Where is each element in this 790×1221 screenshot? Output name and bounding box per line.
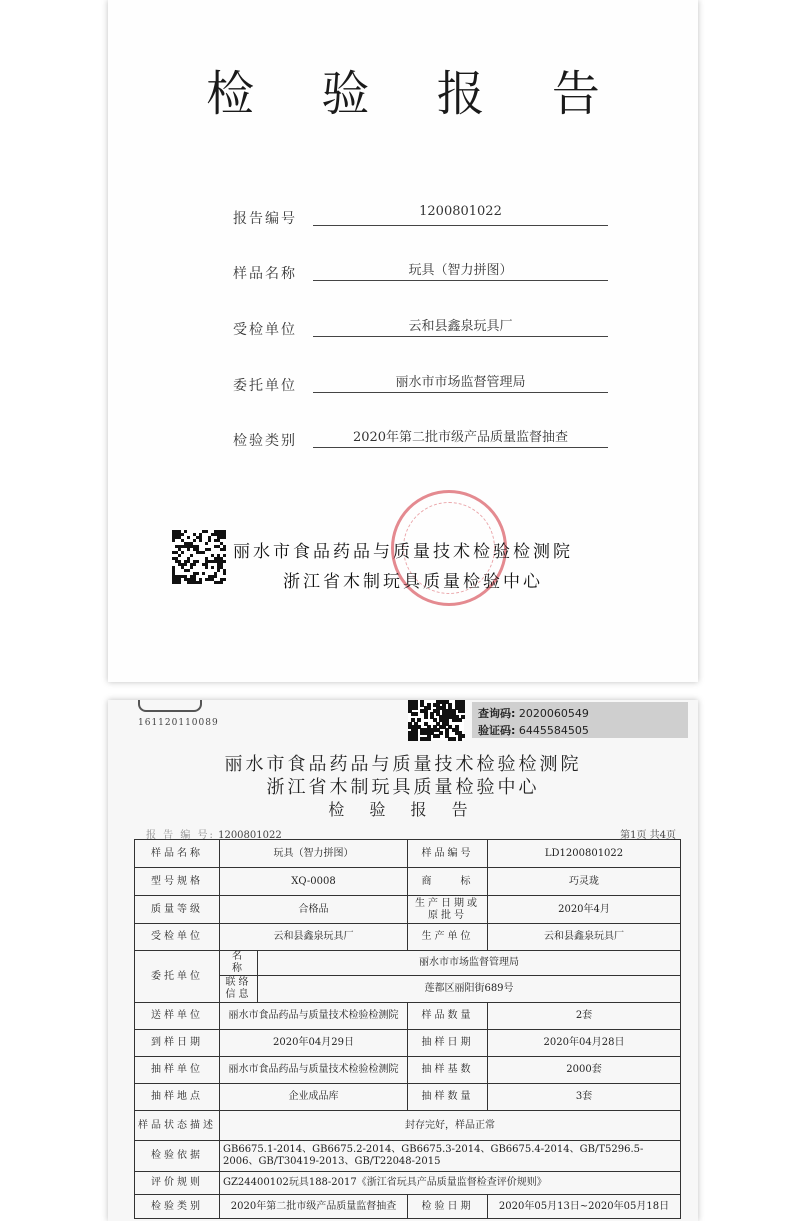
table-cell-label: 样品编号: [408, 840, 488, 868]
table-cell-value: 2020年04月29日: [220, 1030, 408, 1057]
table-cell-value: GZ24400102玩具188-2017《浙江省玩具产品质量监督检查评价规则》: [220, 1172, 681, 1195]
table-cell-value: 2020年05月13日~2020年05月18日: [488, 1195, 681, 1219]
table-cell-label: 检验依据: [135, 1141, 220, 1172]
qr-module: [205, 530, 208, 533]
table-cell-value: 2000套: [488, 1057, 681, 1084]
qr-module: [178, 581, 181, 584]
table-cell-label: 质量等级: [135, 896, 220, 924]
qr-module: [184, 563, 187, 566]
qr-module: [187, 569, 190, 572]
table-cell-value: 丽水市市场监督管理局: [258, 951, 681, 976]
table-cell-label: 抽样日期: [408, 1030, 488, 1057]
qr-module: [458, 737, 462, 741]
table-row: [135, 1195, 681, 1219]
table-cell-value: 3套: [488, 1084, 681, 1111]
report-form-page: [108, 700, 698, 1221]
qr-module: [196, 560, 199, 563]
table-cell-label: 到样日期: [135, 1030, 220, 1057]
qr-module: [205, 542, 208, 545]
table-row: [135, 924, 681, 951]
qr-code-icon: [408, 700, 464, 740]
qr-module: [181, 533, 184, 536]
verify-code-label: 验证码:: [478, 724, 516, 737]
table-cell-label: 型号规格: [135, 868, 220, 896]
report-cover-page: [108, 0, 698, 682]
qr-module: [187, 548, 190, 551]
cma-logo: [138, 700, 202, 712]
table-cell-label: 抽样基数: [408, 1057, 488, 1084]
query-code-label: 查询码:: [478, 707, 516, 720]
table-cell-label: 送样单位: [135, 1003, 220, 1030]
qr-module: [424, 715, 428, 719]
cover-field-report-no: [233, 204, 608, 238]
qr-module: [193, 563, 196, 566]
qr-module: [458, 718, 462, 722]
qr-module: [217, 569, 220, 572]
table-cell-label: 生产日期或原批号: [408, 896, 488, 924]
qr-module: [452, 737, 456, 741]
table-cell-label: 抽样地点: [135, 1084, 220, 1111]
cover-field-category: [233, 430, 608, 460]
cover-field-label: 受检单位: [233, 322, 297, 338]
qr-module: [178, 554, 181, 557]
cover-field-value: 云和县鑫泉玩具厂: [313, 315, 608, 337]
page-indicator: 第1页 共4页: [620, 830, 676, 841]
table-row: [135, 1141, 681, 1172]
qr-module: [427, 737, 431, 741]
report-info-table: [134, 839, 681, 1219]
table-cell-value: 莲都区丽阳街689号: [258, 976, 681, 1003]
qr-module: [220, 581, 223, 584]
table-row: [135, 1172, 681, 1195]
cover-field-value: 玩具（智力拼图）: [313, 259, 608, 281]
cover-organization-name: 丽水市食品药品与质量技术检验检测院: [233, 542, 573, 562]
qr-module: [414, 712, 418, 716]
report-number-value: 1200801022: [218, 830, 282, 841]
qr-module: [202, 551, 205, 554]
table-cell-value: 丽水市食品药品与质量技术检验检测院: [220, 1003, 408, 1030]
qr-module: [172, 539, 175, 542]
table-cell-value: 玩具（智力拼图）: [220, 840, 408, 868]
table-cell-label: 商 标: [408, 868, 488, 896]
table-cell-label: 名 称: [220, 951, 258, 976]
table-cell-value: 云和县鑫泉玩具厂: [488, 924, 681, 951]
table-row: [135, 1030, 681, 1057]
qr-module: [223, 536, 226, 539]
qr-module: [223, 554, 226, 557]
table-cell-label: 生产单位: [408, 924, 488, 951]
qr-module: [223, 572, 226, 575]
table-cell-value: XQ-0008: [220, 868, 408, 896]
table-cell-value: 企业成品库: [220, 1084, 408, 1111]
cover-field-sample-name: [233, 263, 608, 293]
table-cell-label: 样品状态描述: [135, 1111, 220, 1141]
table-cell-value: 云和县鑫泉玩具厂: [220, 924, 408, 951]
qr-code-icon: [172, 530, 226, 584]
table-cell-value: 封存完好，样品正常: [220, 1111, 681, 1141]
table-cell-value: 巧灵珑: [488, 868, 681, 896]
query-code-line: [478, 705, 589, 721]
table-cell-label: 抽样数量: [408, 1084, 488, 1111]
cover-field-value: 1200801022: [313, 204, 608, 226]
table-cell-value: 2套: [488, 1003, 681, 1030]
qr-module: [181, 551, 184, 554]
qr-module: [190, 554, 193, 557]
qr-module: [190, 566, 193, 569]
qr-module: [205, 566, 208, 569]
qr-module: [196, 572, 199, 575]
qr-module: [208, 539, 211, 542]
table-cell-value: 2020年04月28日: [488, 1030, 681, 1057]
table-row: [135, 951, 681, 976]
table-row: [135, 896, 681, 924]
table-cell-label: 检验类别: [135, 1195, 220, 1219]
qr-module: [199, 539, 202, 542]
qr-module: [184, 530, 187, 533]
qr-module: [223, 548, 226, 551]
table-row: [135, 1003, 681, 1030]
form-heading-title: 检 验 报 告: [328, 800, 478, 819]
qr-module: [193, 539, 196, 542]
table-cell-label: 检验日期: [408, 1195, 488, 1219]
table-row: [135, 868, 681, 896]
form-heading-center: 浙江省木制玩具质量检验中心: [266, 777, 540, 798]
table-cell-label: 样品名称: [135, 840, 220, 868]
table-cell-label: 样品数量: [408, 1003, 488, 1030]
qr-module: [214, 575, 217, 578]
qr-module: [202, 572, 205, 575]
table-cell-value: LD1200801022: [488, 840, 681, 868]
cover-title: 检 验 报 告: [206, 66, 626, 122]
qr-module: [187, 536, 190, 539]
form-heading-institute: 丽水市食品药品与质量技术检验检测院: [224, 754, 582, 775]
table-cell-label: 联络信息: [220, 976, 258, 1003]
qr-module: [461, 709, 465, 713]
qr-module: [414, 737, 418, 741]
table-cell-value: 2020年4月: [488, 896, 681, 924]
verification-code-box: [472, 702, 688, 738]
cover-field-label: 样品名称: [233, 266, 297, 282]
table-row: [135, 1111, 681, 1141]
qr-module: [211, 566, 214, 569]
table-row: [135, 1084, 681, 1111]
qr-module: [208, 548, 211, 551]
qr-module: [223, 578, 226, 581]
cover-organization-subname: 浙江省木制玩具质量检验中心: [283, 572, 543, 592]
table-cell-label: 抽样单位: [135, 1057, 220, 1084]
cover-field-inspected-unit: [233, 319, 608, 349]
table-row: [135, 1057, 681, 1084]
report-number-label: 报 告 编 号:: [146, 830, 215, 841]
qr-module: [199, 581, 202, 584]
cover-field-label: 报告编号: [233, 211, 297, 227]
certificate-number: 161120110089: [138, 718, 219, 728]
cover-field-client: [233, 375, 608, 405]
table-cell-value: 丽水市食品药品与质量技术检验检测院: [220, 1057, 408, 1084]
cover-field-value: 2020年第二批市级产品质量监督抽查: [313, 426, 608, 448]
table-cell-value: GB6675.1-2014、GB6675.2-2014、GB6675.3-2014、GB6675.4-2014、GB/T5296.5-2006、GB/T30419-2013、GB/T22048-2015: [220, 1141, 681, 1172]
qr-module: [436, 734, 440, 738]
cover-field-label: 委托单位: [233, 378, 297, 394]
table-cell-label: 委托单位: [135, 951, 220, 1003]
table-row: [135, 840, 681, 868]
verify-code-line: [478, 722, 589, 738]
cover-field-label: 检验类别: [233, 433, 297, 449]
qr-module: [223, 560, 226, 563]
cover-field-value: 丽水市市场监督管理局: [313, 371, 608, 393]
qr-module: [414, 706, 418, 710]
query-code-value: 2020060549: [518, 707, 589, 720]
verify-code-value: 6445584505: [518, 724, 589, 737]
table-cell-value: 2020年第二批市级产品质量监督抽查: [220, 1195, 408, 1219]
table-cell-label: 受检单位: [135, 924, 220, 951]
table-cell-label: 评价规则: [135, 1172, 220, 1195]
table-cell-value: 合格品: [220, 896, 408, 924]
